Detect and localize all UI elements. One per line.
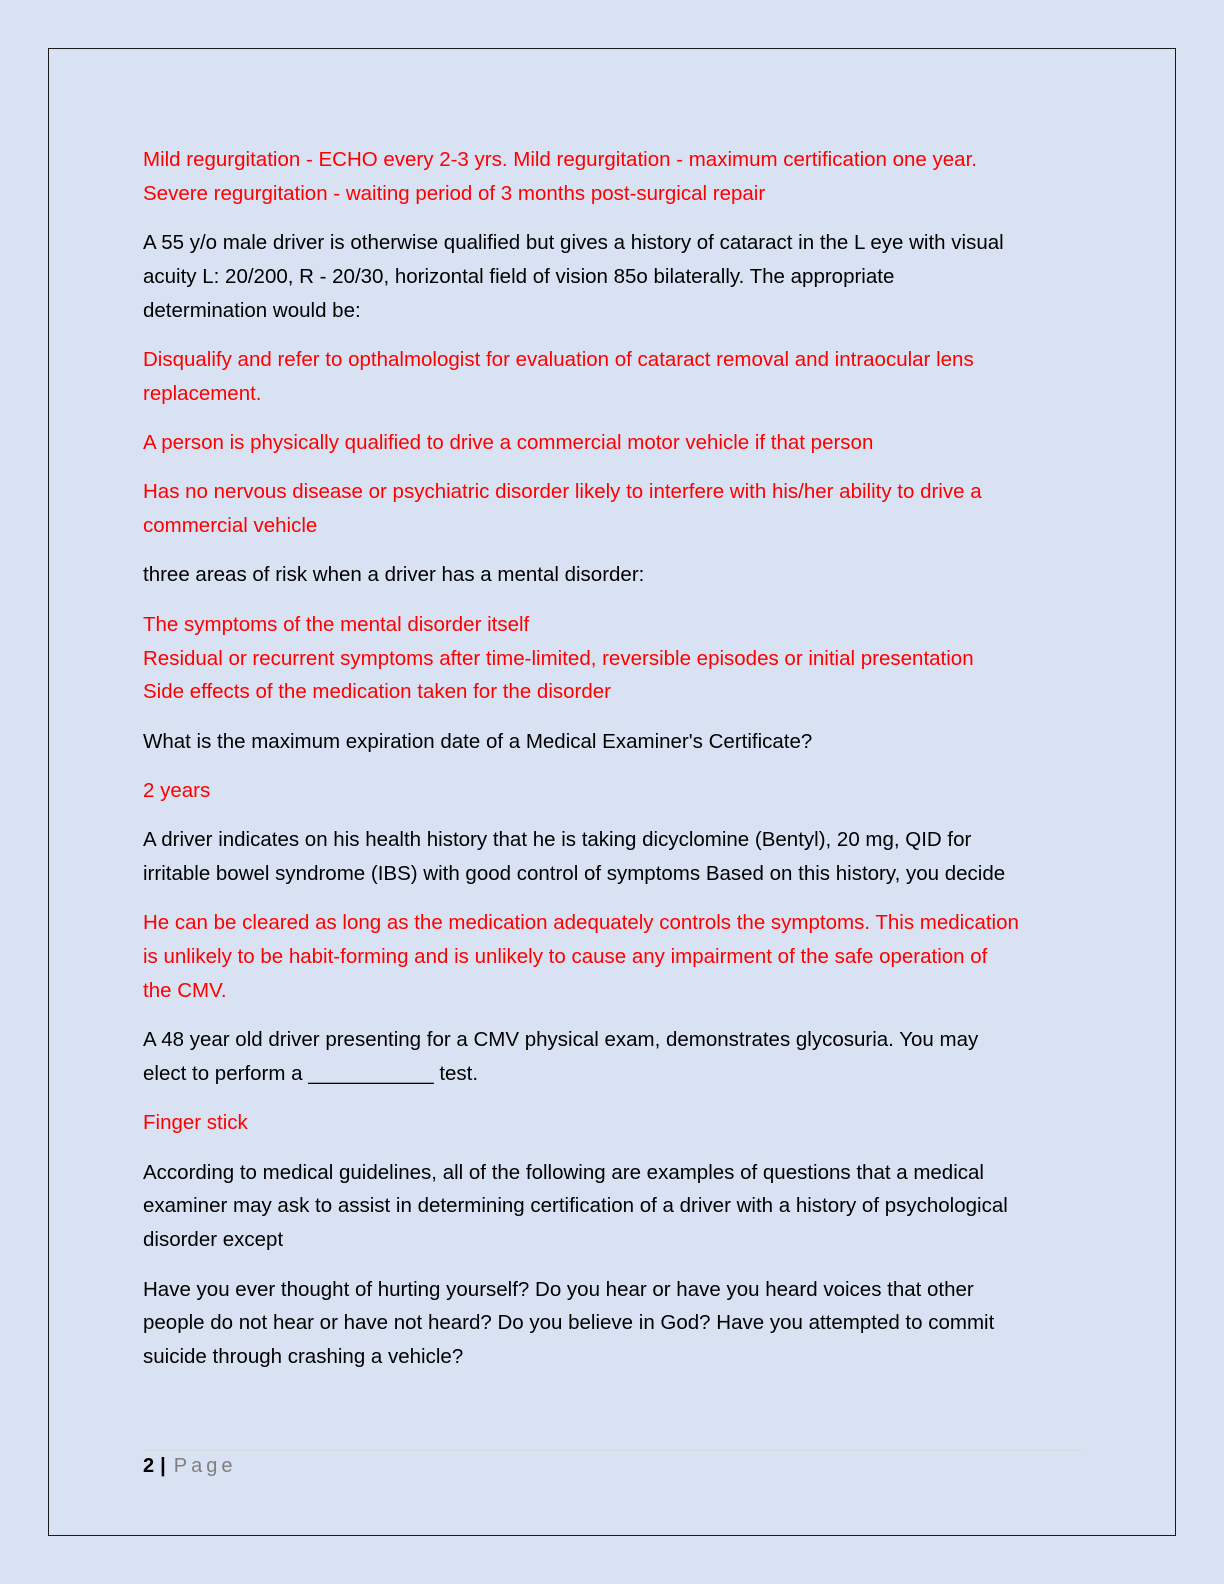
text-line: Residual or recurrent symptoms after time-limited, reversible episodes or initial presentation	[143, 646, 974, 670]
question-paragraph	[143, 1156, 1083, 1257]
text-line: examiner may ask to assist in determining certification of a driver with a history of psychological	[143, 1194, 1008, 1218]
text-line: acuity L: 20/200, R - 20/30, horizontal field of vision 85o bilaterally. The appropriate	[143, 264, 895, 288]
answer-paragraph	[143, 343, 1083, 411]
text-line: A driver indicates on his health history that he is taking dicyclomine (Bentyl), 20 mg, QID for	[143, 828, 972, 852]
document-body	[143, 143, 1083, 1389]
text-line: people do not hear or have not heard? Do you believe in God? Have you attempted to commit	[143, 1311, 995, 1335]
text-line: Severe regurgitation - waiting period of 3 months post-surgical repair	[143, 181, 766, 205]
question-paragraph	[143, 823, 1083, 891]
text-line: disorder except	[143, 1228, 284, 1252]
text-line: elect to perform a ___________ test.	[143, 1062, 479, 1086]
text-line: A person is physically qualified to drive a commercial motor vehicle if that person	[143, 431, 874, 455]
question-paragraph	[143, 226, 1083, 327]
question-paragraph	[143, 558, 1083, 592]
question-paragraph	[143, 1023, 1083, 1091]
answer-paragraph	[143, 426, 1083, 460]
footer-separator: |	[160, 1455, 166, 1477]
text-line: three areas of risk when a driver has a mental disorder:	[143, 563, 645, 587]
text-line: replacement.	[143, 381, 262, 405]
footer-divider	[143, 1450, 1083, 1451]
answer-paragraph	[143, 1106, 1083, 1140]
answer-paragraph	[143, 906, 1083, 1007]
text-line: The symptoms of the mental disorder itself	[143, 612, 530, 636]
text-line: Have you ever thought of hurting yourself? Do you hear or have you heard voices that other	[143, 1277, 974, 1301]
text-line: suicide through crashing a vehicle?	[143, 1345, 464, 1369]
text-line: A 48 year old driver presenting for a CMV physical exam, demonstrates glycosuria. You may	[143, 1028, 979, 1052]
text-line: Has no nervous disease or psychiatric disorder likely to interfere with his/her ability to drive a	[143, 480, 982, 504]
text-line: commercial vehicle	[143, 514, 318, 538]
text-line: Finger stick	[143, 1111, 248, 1135]
text-line: the CMV.	[143, 978, 227, 1002]
question-paragraph	[143, 1273, 1083, 1374]
text-line: According to medical guidelines, all of the following are examples of questions that a medical	[143, 1160, 984, 1184]
answer-paragraph	[143, 143, 1083, 211]
text-line: Side effects of the medication taken for the disorder	[143, 680, 611, 704]
text-line: Mild regurgitation - ECHO every 2-3 yrs. Mild regurgitation - maximum certification one year.	[143, 148, 977, 171]
text-line: He can be cleared as long as the medication adequately controls the symptoms. This medication	[143, 911, 1019, 935]
answer-paragraph	[143, 608, 1083, 709]
text-line: irritable bowel syndrome (IBS) with good control of symptoms Based on this history, you decide	[143, 862, 1006, 886]
text-line: determination would be:	[143, 298, 361, 322]
page-label: Page	[173, 1455, 237, 1477]
text-line: What is the maximum expiration date of a Medical Examiner's Certificate?	[143, 729, 813, 753]
answer-paragraph	[143, 475, 1083, 543]
text-line: A 55 y/o male driver is otherwise qualified but gives a history of cataract in the L eye with visual	[143, 231, 1004, 255]
answer-paragraph	[143, 774, 1083, 808]
text-line: is unlikely to be habit-forming and is unlikely to cause any impairment of the safe operation of	[143, 945, 988, 969]
text-line: 2 years	[143, 778, 211, 802]
page-footer	[143, 1452, 236, 1480]
page-number: 2	[143, 1455, 155, 1477]
question-paragraph	[143, 725, 1083, 759]
text-line: Disqualify and refer to opthalmologist for evaluation of cataract removal and intraocular lens	[143, 347, 974, 371]
